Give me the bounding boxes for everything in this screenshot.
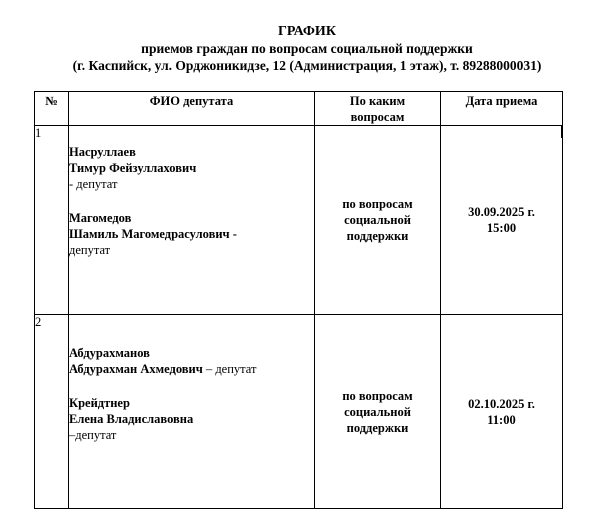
deputy-role: – депутат xyxy=(205,362,257,376)
deputy-surname: Абдурахманов xyxy=(69,346,150,360)
topic-line1: по вопросам xyxy=(342,197,413,211)
deputy-surname: Магомедов xyxy=(69,211,132,225)
deputy-role: депутат xyxy=(69,243,111,257)
deputy-entry xyxy=(69,395,314,443)
table-row xyxy=(35,126,563,315)
topic-cell xyxy=(315,315,441,509)
deputy-role: - депутат xyxy=(69,177,118,191)
reception-time: 11:00 xyxy=(487,412,516,427)
deputy-entry xyxy=(69,210,314,258)
topic-line3: поддержки xyxy=(346,420,409,435)
topic-cell xyxy=(315,126,441,315)
date-cell xyxy=(441,126,563,315)
date-cell xyxy=(441,315,563,509)
deputy-surname: Насруллаев xyxy=(69,145,136,159)
header-topic-line1: По каким xyxy=(349,94,406,108)
schedule-table xyxy=(34,91,563,509)
topic-line1: по вопросам xyxy=(342,388,413,403)
deputy-given-name: Тимур Фейзуллахович xyxy=(69,161,197,175)
deputy-given-name: Елена Владиславовна xyxy=(69,412,194,426)
reception-time: 15:00 xyxy=(486,221,517,235)
table-row xyxy=(35,315,563,509)
header-topic-line2: вопросам xyxy=(350,110,405,124)
document-subtitle: приемов граждан по вопросам социальной поддержки xyxy=(141,41,473,56)
deputies-cell xyxy=(69,126,315,315)
reception-date: 02.10.2025 г. xyxy=(468,396,535,411)
topic-line2: социальной xyxy=(344,404,411,419)
deputy-surname: Крейдтнер xyxy=(69,396,130,410)
topic-line3: поддержки xyxy=(346,229,409,243)
header-num: № xyxy=(35,92,69,126)
row-number: 1 xyxy=(35,126,69,315)
document-title: ГРАФИК xyxy=(278,24,336,39)
topic-line2: социальной xyxy=(344,213,411,227)
deputy-entry xyxy=(69,345,314,377)
deputy-given-name: Абдурахман Ахмедович xyxy=(69,362,203,376)
header-name: ФИО депутата xyxy=(69,92,315,126)
deputy-given-name: Шамиль Магомедрасулович - xyxy=(69,227,237,241)
deputies-cell xyxy=(69,315,315,509)
deputy-entry xyxy=(69,144,314,192)
text-cursor xyxy=(561,125,563,138)
header-date: Дата приема xyxy=(441,92,563,126)
header-topic xyxy=(315,92,441,126)
table-header-row xyxy=(35,92,563,126)
deputy-role: –депутат xyxy=(69,428,117,442)
reception-date: 30.09.2025 г. xyxy=(468,205,535,219)
row-number: 2 xyxy=(35,315,69,509)
document-address: (г. Каспийск, ул. Орджоникидзе, 12 (Администрация, 1 этаж), т. 89288000031) xyxy=(72,58,542,73)
